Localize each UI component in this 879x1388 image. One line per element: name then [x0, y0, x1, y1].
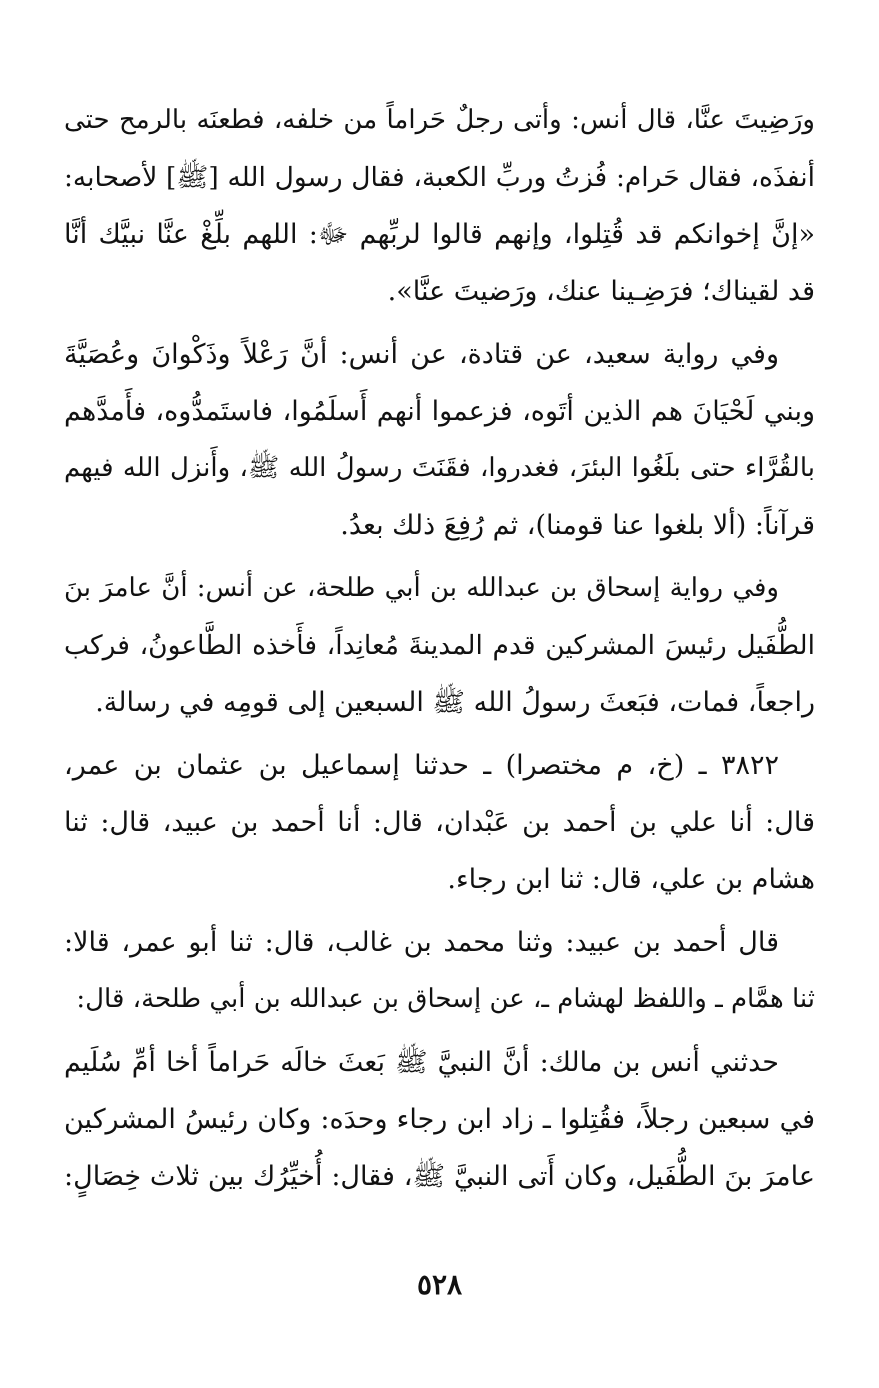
text-line: ورَضِيتَ عنَّا، قال أنس: وأتى رجلٌ حَراماً من خلفه، فطعنَه بالرمح حتى: [64, 105, 815, 135]
text-line: بالقُرَّاء حتى بلَغُوا البئرَ، فغدروا، فقَنَتَ رسولُ الله ﷺ، وأَنزل الله فيهم: [64, 453, 815, 483]
hadith-heading-line: ٣٨٢٢ ـ (خ، م مختصرا) ـ حدثنا إسماعيل بن عثمان بن عمر،: [64, 750, 779, 781]
text-line: الطُّفَيل رئيسَ المشركين قدم المدينةَ مُعانِداً، فأَخذه الطَّاعونُ، فركب: [64, 630, 815, 661]
text-line: وبني لَحْيَانَ هم الذين أتَوه، فزعموا أنهم أَسلَمُوا، فاستَمدُّوه، فأَمدَّهم: [64, 396, 815, 427]
text-line: حدثني أنس بن مالك: أنَّ النبيَّ ﷺ بَعثَ خالَه حَراماً أخا أمِّ سُلَيم: [64, 1047, 779, 1078]
paragraph-4: [64, 737, 815, 908]
paragraph-2: [64, 326, 815, 554]
text-line: أنفذَه، فقال حَرام: فُزتُ وربِّ الكعبة، فقال رسول الله [ﷺ] لأصحابه:: [64, 162, 815, 193]
paragraph-6: [64, 1034, 815, 1205]
text-line: قال: أنا علي بن أحمد بن عَبْدان، قال: أنا أحمد بن عبيد، قال: ثنا: [64, 807, 815, 838]
text-line: وفي رواية سعيد، عن قتادة، عن أنس: أنَّ رَعْلاً وذَكْوانَ وعُصَيَّةَ: [64, 339, 779, 370]
text-line: راجعاً، فمات، فبَعثَ رسولُ الله ﷺ السبعين إلى قومِه في رسالة.: [95, 687, 815, 718]
text-line: في سبعين رجلاً، فقُتِلوا ـ زاد ابن رجاء وحدَه: وكان رئيسُ المشركين: [64, 1104, 815, 1135]
paragraph-5: [64, 914, 815, 1028]
text-line: وفي رواية إسحاق بن عبدالله بن أبي طلحة، عن أنس: أنَّ عامرَ بنَ: [64, 573, 779, 603]
text-line: «إنَّ إخوانكم قد قُتِلوا، وإنهم قالوا لربِّهم ﷻ: اللهم بلِّغْ عنَّا نبيَّك أنَّا: [64, 219, 815, 250]
text-line: قد لقيناك؛ فرَضِـينا عنك، ورَضيتَ عنَّا».: [387, 276, 815, 307]
page-number: ٥٢٨: [416, 1268, 463, 1301]
text-line: هشام بن علي، قال: ثنا ابن رجاء.: [447, 864, 815, 895]
text-line: عامرَ بنَ الطُّفَيل، وكان أَتى النبيَّ ﷺ، فقال: أُخيِّرُك بين ثلاث خِصَالٍ:: [64, 1161, 815, 1192]
text-line: قال أحمد بن عبيد: وثنا محمد بن غالب، قال: ثنا أبو عمر، قالا:: [64, 927, 779, 958]
paragraph-3: [64, 560, 815, 731]
page-body: [64, 92, 815, 1205]
text-line: ثنا همَّام ـ واللفظ لهشام ـ، عن إسحاق بن عبدالله بن أبي طلحة، قال:: [76, 984, 815, 1014]
text-line: قرآناً: (ألا بلغوا عنا قومنا)، ثم رُفِعَ ذلك بعدُ.: [340, 510, 815, 541]
paragraph-1: [64, 92, 815, 320]
